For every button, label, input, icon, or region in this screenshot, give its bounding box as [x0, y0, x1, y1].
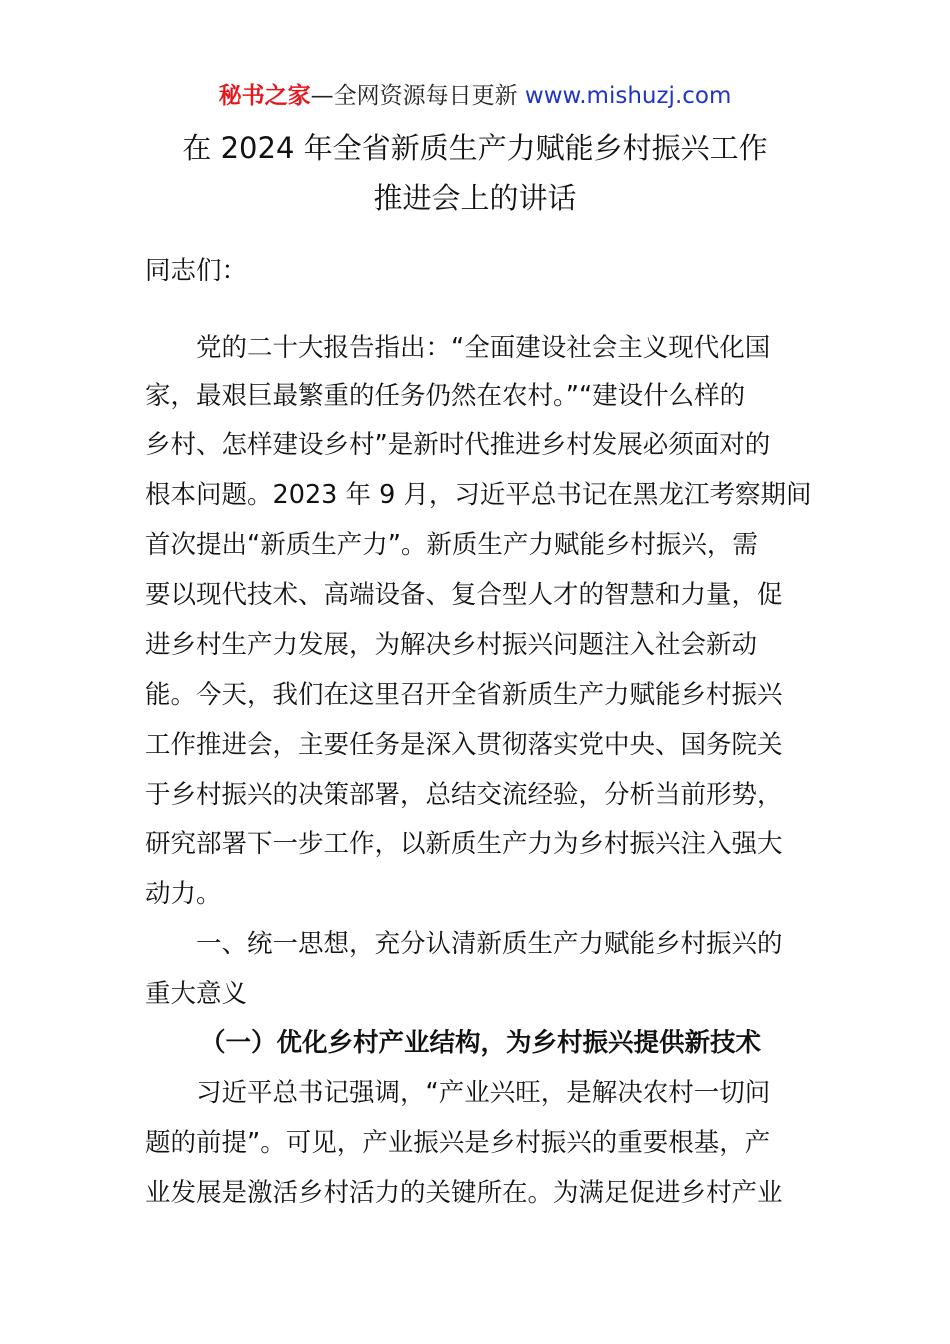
body-text-line: 要以现代技术、高端设备、复合型人才的智慧和力量，促	[145, 580, 783, 610]
section-heading-line: 重大意义	[145, 979, 248, 1009]
site-url[interactable]: www.mishuzj.com	[524, 83, 732, 109]
brand-name: 秘书之家	[218, 83, 311, 109]
body-text-line: 党的二十大报告指出：“全面建设社会主义现代化国	[196, 333, 771, 363]
body-text-line: 家，最艰巨最繁重的任务仍然在农村。”“建设什么样的	[145, 381, 746, 411]
salutation: 同志们：	[145, 256, 248, 286]
body-text-line: 动力。	[145, 879, 222, 909]
body-text-line: 于乡村振兴的决策部署，总结交流经验，分析当前形势，	[145, 780, 783, 810]
body-text-line: 能。今天，我们在这里召开全省新质生产力赋能乡村振兴	[145, 680, 783, 710]
body-text-line: 工作推进会，主要任务是深入贯彻落实党中央、国务院关	[145, 730, 783, 760]
header-tagline: —全网资源每日更新	[310, 83, 525, 109]
body-text-line: 研究部署下一步工作，以新质生产力为乡村振兴注入强大	[145, 829, 783, 859]
document-title-line-1: 在 2024 年全省新质生产力赋能乡村振兴工作	[182, 131, 768, 165]
body-text-line: 乡村、怎样建设乡村”是新时代推进乡村发展必须面对的	[145, 430, 771, 460]
body-text-line: 首次提出“新质生产力”。新质生产力赋能乡村振兴，需	[145, 530, 758, 560]
body-text-line: 题的前提”。可见，产业振兴是乡村振兴的重要根基，产	[145, 1128, 771, 1158]
body-text-line: 习近平总书记强调，“产业兴旺，是解决农村一切问	[196, 1078, 771, 1108]
section-heading-line: 一、统一思想，充分认清新质生产力赋能乡村振兴的	[196, 929, 783, 959]
body-text-line: 业发展是激活乡村活力的关键所在。为满足促进乡村产业	[145, 1178, 783, 1208]
document-title-line-2: 推进会上的讲话	[373, 181, 577, 215]
body-text-line: 根本问题。2023 年 9 月，习近平总书记在黑龙江考察期间	[145, 480, 812, 510]
subsection-heading: （一）优化乡村产业结构，为乡村振兴提供新技术	[200, 1028, 762, 1058]
body-text-line: 进乡村生产力发展，为解决乡村振兴问题注入社会新动	[145, 630, 758, 660]
